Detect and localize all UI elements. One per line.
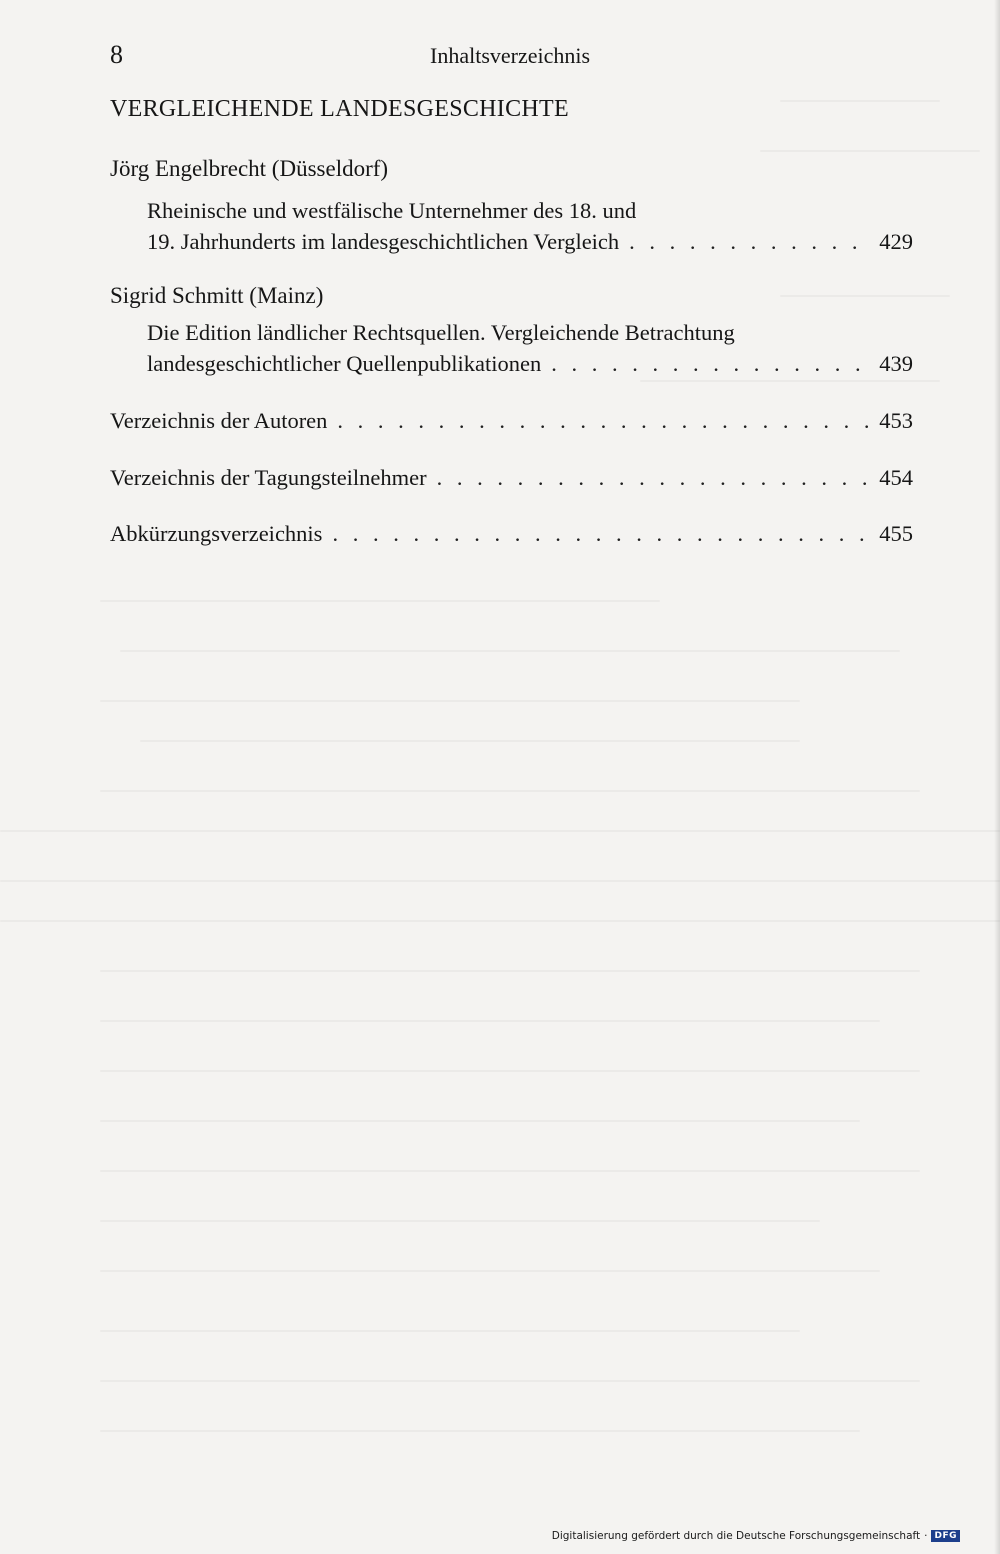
page-number: 8 bbox=[110, 40, 123, 69]
leader-dots bbox=[629, 226, 869, 257]
appendix-entry bbox=[110, 405, 913, 436]
digitization-credit: Digitalisierung gefördert durch die Deutsche Forschungsgemeinschaft · DFG bbox=[552, 1530, 960, 1542]
entry-title-text: 19. Jahrhunderts im landesgeschichtlichen Vergleich bbox=[147, 229, 620, 254]
contribution-entry bbox=[147, 317, 913, 379]
leader-dots bbox=[337, 405, 869, 436]
leader-dots bbox=[437, 462, 869, 493]
contribution-author: Jörg Engelbrecht (Düsseldorf) bbox=[110, 156, 389, 181]
appendix-entry bbox=[110, 518, 913, 549]
appendix-label: Abkürzungsverzeichnis bbox=[110, 521, 323, 546]
contribution-entry bbox=[147, 195, 913, 257]
entry-title-line bbox=[147, 226, 913, 257]
entry-title-text: Rheinische und westfälische Unternehmer des 18. und bbox=[147, 198, 637, 223]
appendix-page-number: 455 bbox=[879, 521, 913, 546]
entry-title-text: landesgeschichtlicher Quellenpublikationen bbox=[147, 351, 542, 376]
appendix-entry bbox=[110, 462, 913, 493]
entry-title-line bbox=[147, 317, 913, 348]
dfg-logo-icon: DFG bbox=[931, 1530, 960, 1542]
appendix-page-number: 453 bbox=[879, 408, 913, 433]
entry-title-line bbox=[147, 195, 913, 226]
appendix-label: Verzeichnis der Autoren bbox=[110, 408, 328, 433]
entry-title-text: Die Edition ländlicher Rechtsquellen. Vergleichende Betrachtung bbox=[147, 320, 735, 345]
appendix-label: Verzeichnis der Tagungsteilnehmer bbox=[110, 465, 427, 490]
contribution-author: Sigrid Schmitt (Mainz) bbox=[110, 283, 324, 308]
entry-page-number: 439 bbox=[879, 351, 913, 376]
section-heading: VERGLEICHENDE LANDESGESCHICHTE bbox=[110, 96, 569, 122]
leader-dots bbox=[551, 348, 869, 379]
entry-title-line bbox=[147, 348, 913, 379]
page-edge-shadow bbox=[994, 0, 1000, 1554]
leader-dots bbox=[332, 518, 869, 549]
running-title: Inhaltsverzeichnis bbox=[430, 43, 591, 68]
appendix-page-number: 454 bbox=[879, 465, 913, 490]
entry-page-number: 429 bbox=[879, 229, 913, 254]
credit-text: Digitalisierung gefördert durch die Deutsche Forschungsgemeinschaft bbox=[551, 1530, 921, 1542]
